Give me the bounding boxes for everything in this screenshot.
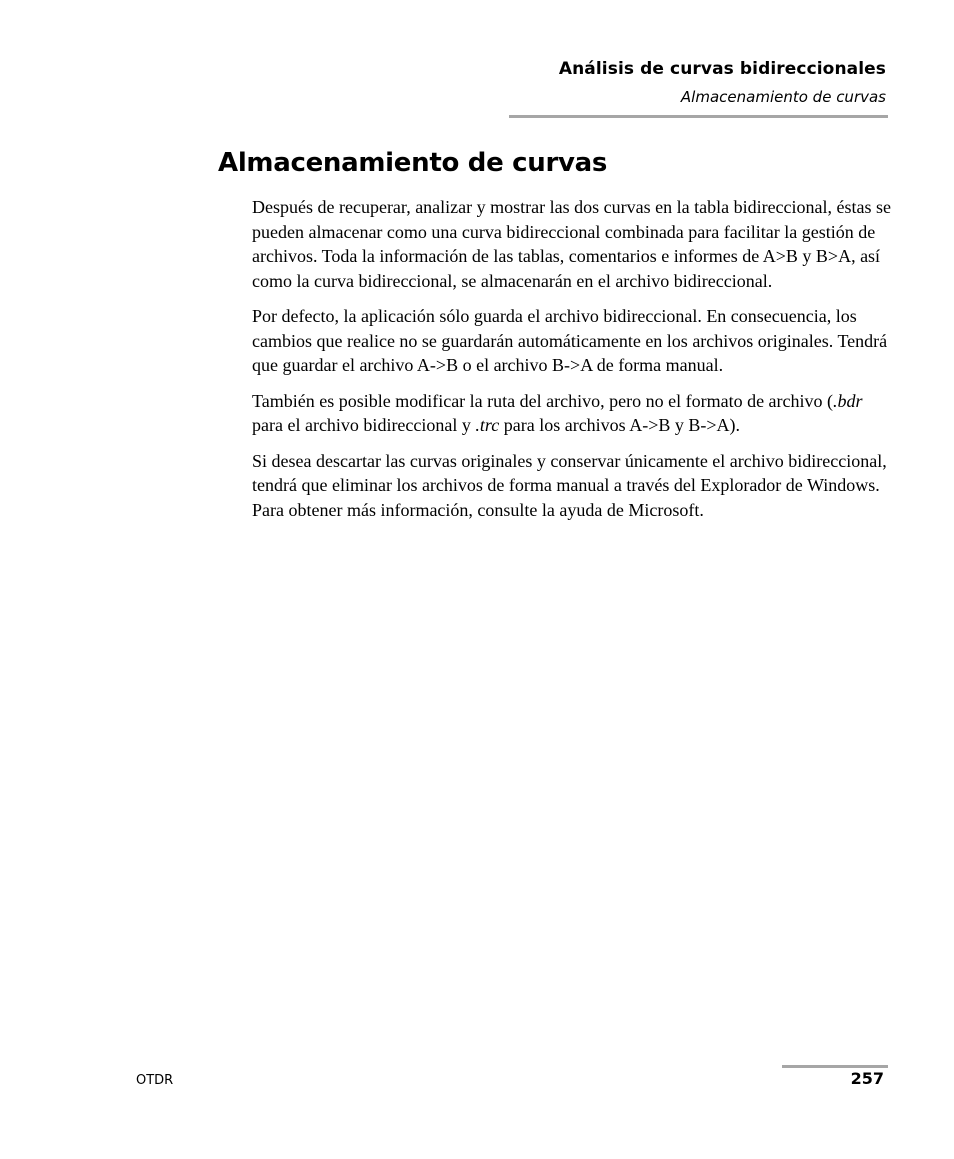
- running-header-section: Almacenamiento de curvas: [680, 88, 886, 106]
- running-header-chapter: Análisis de curvas bidireccionales: [558, 59, 886, 79]
- paragraph-default-save: Por defecto, la aplicación sólo guarda el archivo bidireccional. En consecuencia, los cambios que realice no se guardarán automáticamente en los archivos originales. Tendrá que guardar el archivo A->B o el archivo B->A de forma manual.: [252, 306, 888, 375]
- paragraph-text: para los archivos A->B y B->A).: [499, 415, 740, 435]
- body-text: [252, 195, 892, 533]
- paragraph-file-format: [252, 389, 892, 438]
- paragraph-storage: Después de recuperar, analizar y mostrar las dos curvas en la tabla bidireccional, éstas se pueden almacenar como una curva bidireccional combinada para facilitar la gestión de archivos. Toda la información de las tablas, comentarios e informes de A>B y B>A, así como la curva bidireccional, se almacenarán en el archivo bidireccional.: [252, 197, 892, 291]
- header-rule: [509, 115, 888, 118]
- paragraph-discard: Si desea descartar las curvas originales y conservar únicamente el archivo bidireccional, tendrá que eliminar los archivos de forma manual a través del Explorador de Windows. Para obtener más información, consulte la ayuda de Microsoft.: [252, 450, 887, 520]
- section-title: Almacenamiento de curvas: [218, 148, 608, 178]
- footer-product: OTDR: [136, 1073, 174, 1088]
- running-header: [559, 58, 886, 107]
- paragraph-text: También es posible modificar la ruta del archivo, pero no el formato de archivo (: [252, 390, 834, 411]
- file-extension-bdr: .bdr: [833, 390, 863, 411]
- file-extension-trc: .trc: [475, 415, 500, 435]
- paragraph-text: para el archivo bidireccional y: [252, 415, 476, 435]
- footer-rule: [782, 1065, 888, 1068]
- page-number: 257: [850, 1069, 884, 1088]
